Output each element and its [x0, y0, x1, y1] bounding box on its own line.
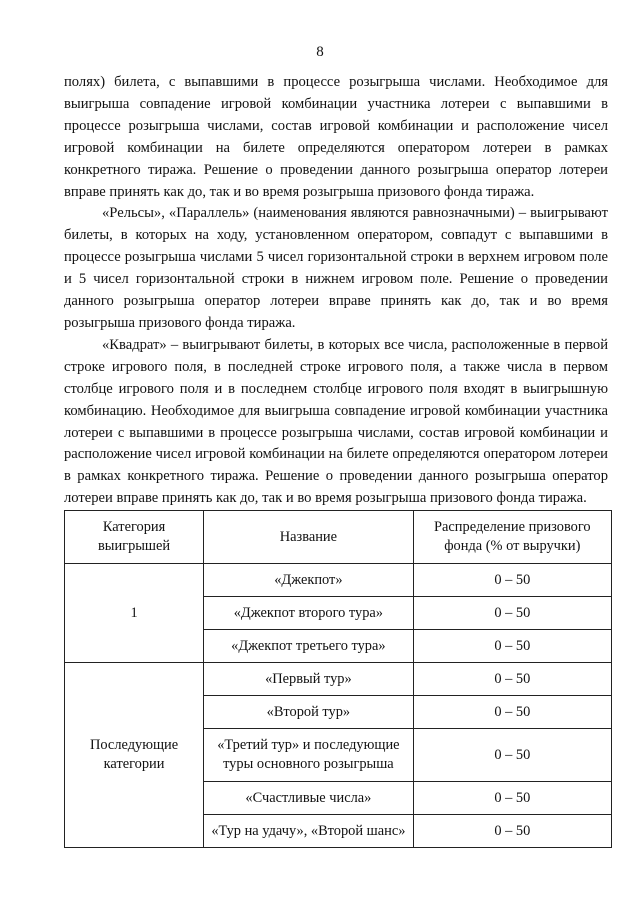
- prize-name-cell: «Третий тур» и последующие туры основного розыгрыша: [204, 729, 414, 782]
- prize-share-cell: 0 – 50: [413, 630, 611, 663]
- prize-share-cell: 0 – 50: [413, 729, 611, 782]
- prize-share-cell: 0 – 50: [413, 597, 611, 630]
- prize-name-cell: «Джекпот третьего тура»: [204, 630, 414, 663]
- table-row: [65, 564, 612, 597]
- prize-distribution-table: [64, 510, 612, 848]
- prize-name-cell: «Джекпот второго тура»: [204, 597, 414, 630]
- header-category: Категория выигрышей: [65, 511, 204, 564]
- paragraph: полях) билета, с выпавшими в процессе розыгрыша числами. Необходимое для выигрыша совпадение игровой комбинации участника лотереи с выпавшими в процессе розыгрыша числами, состав игровой комбинации и расположение чисел игровой комбинации на билете определяются оператором лотереи в рамках конкретного тиража. Решение о проведении данного розыгрыша оператор лотереи вправе принять как до, так и во время розыгрыша призового фонда тиража.: [64, 74, 608, 200]
- paragraph: «Квадрат» – выигрывают билеты, в которых все числа, расположенные в первой строке игрового поля, в последней строке игрового поля, а также числа в первом столбце игрового поля и в последнем столбце игрового поля входят в выигрышную комбинацию. Необходимое для выигрыша совпадение игровой комбинации участника лотереи с выпавшими в процессе розыгрыша числами, состав игровой комбинации и расположение чисел игровой комбинации на билете определяются оператором лотереи в рамках конкретного тиража. Решение о проведении данного розыгрыша оператор лотереи вправе принять как до, так и во время розыгрыша призового фонда тиража.: [64, 336, 608, 507]
- header-name: Название: [204, 511, 414, 564]
- prize-share-cell: 0 – 50: [413, 696, 611, 729]
- table-row: [65, 663, 612, 696]
- paragraph: «Рельсы», «Параллель» (наименования являются равнозначными) – выигрывают билеты, в которых на ходу, установленном оператором, совпадут с выпавшими в процессе розыгрыша числами 5 чисел горизонтальной строки в верхнем игровом поле и 5 чисел горизонтальной строки в нижнем игровом поле. Решение о проведении данного розыгрыша оператор лотереи вправе принять как до, так и во время розыгрыша призового фонда тиража.: [64, 205, 608, 331]
- category-cell: Последующие категории: [65, 663, 204, 848]
- prize-share-cell: 0 – 50: [413, 815, 611, 848]
- prize-share-cell: 0 – 50: [413, 564, 611, 597]
- prize-name-cell: «Джекпот»: [204, 564, 414, 597]
- prize-name-cell: «Счастливые числа»: [204, 782, 414, 815]
- prize-share-cell: 0 – 50: [413, 663, 611, 696]
- prize-name-cell: «Второй тур»: [204, 696, 414, 729]
- category-cell: 1: [65, 564, 204, 663]
- prize-name-cell: «Первый тур»: [204, 663, 414, 696]
- page-number: 8: [316, 44, 324, 60]
- prize-share-cell: 0 – 50: [413, 782, 611, 815]
- body-text: [64, 72, 608, 510]
- prize-name-cell: «Тур на удачу», «Второй шанс»: [204, 815, 414, 848]
- table-header-row: [65, 511, 612, 564]
- header-distribution: Распределение призового фонда (% от выручки): [413, 511, 611, 564]
